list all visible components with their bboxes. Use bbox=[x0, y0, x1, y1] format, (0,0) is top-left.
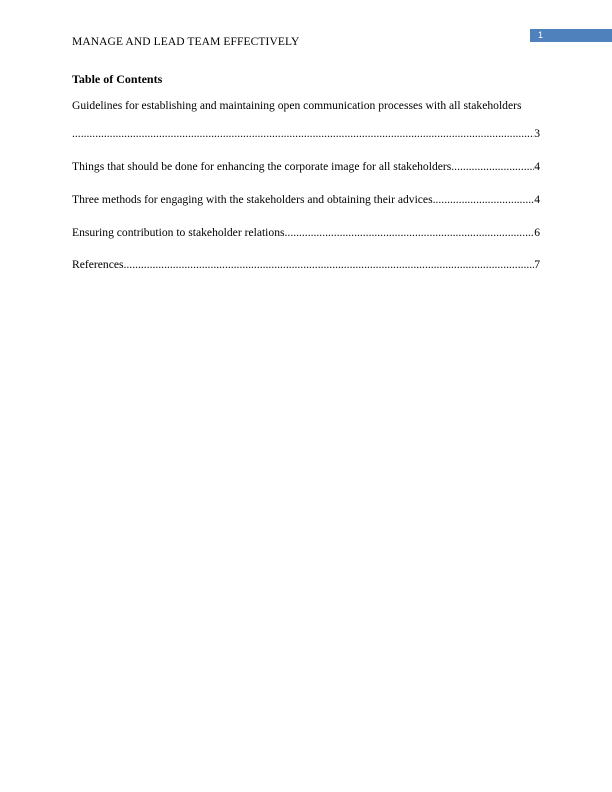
toc-entry-4-page: 6 bbox=[534, 226, 540, 239]
toc-entry-2-label: Things that should be done for enhancing the corporate image for all stakeholders bbox=[72, 160, 452, 173]
toc-dot-leader bbox=[72, 127, 534, 141]
toc-dot-leader bbox=[285, 226, 535, 240]
toc-entry-5[interactable] bbox=[72, 258, 540, 272]
toc-entry-1-page: 3 bbox=[534, 127, 540, 140]
toc-heading: Table of Contents bbox=[72, 72, 163, 86]
toc-entry-3-label: Three methods for engaging with the stakeholders and obtaining their advices bbox=[72, 193, 433, 206]
toc-dot-leader bbox=[124, 258, 535, 272]
toc-entry-4-label: Ensuring contribution to stakeholder relations bbox=[72, 226, 285, 239]
toc-entry-3-page: 4 bbox=[534, 193, 540, 206]
toc-dot-leader bbox=[451, 160, 534, 174]
page-number-badge: 1 bbox=[530, 29, 612, 42]
toc-entry-2[interactable] bbox=[72, 160, 540, 174]
running-header-title: MANAGE AND LEAD TEAM EFFECTIVELY bbox=[72, 36, 300, 48]
toc-entry-1-leader-line[interactable] bbox=[72, 127, 540, 141]
toc-entry-5-page: 7 bbox=[534, 258, 540, 271]
toc-entry-1-label[interactable]: Guidelines for establishing and maintaining open communication processes with all stakeholders bbox=[72, 99, 522, 112]
toc-entry-2-page: 4 bbox=[534, 160, 540, 173]
toc-entry-3[interactable] bbox=[72, 193, 540, 207]
toc-entry-4[interactable] bbox=[72, 226, 540, 240]
toc-entry-5-label: References bbox=[72, 258, 124, 271]
toc-dot-leader bbox=[433, 193, 535, 207]
